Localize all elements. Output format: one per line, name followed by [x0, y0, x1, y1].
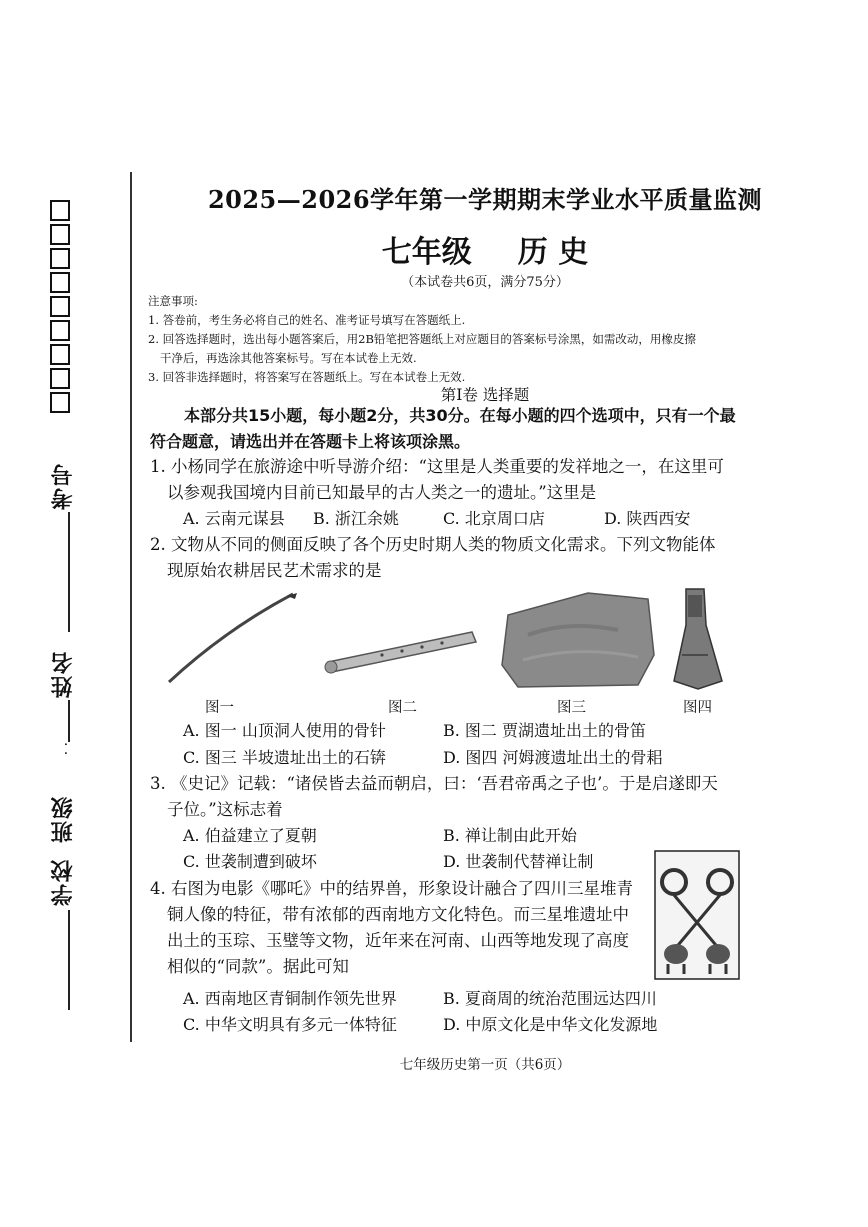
q3-option-c[interactable]: C. 世袭制遭到破坏 — [183, 852, 317, 871]
grade-label: 七年级 — [381, 235, 472, 270]
exam-number-box[interactable] — [50, 296, 70, 317]
question-text: 1. 小杨同学在旅游途中听导游介绍：“这里是人类重要的发祥地之一，在这里可 — [150, 457, 724, 476]
exam-number-box[interactable] — [50, 248, 70, 269]
school-line[interactable] — [68, 910, 70, 1010]
q4-option-c[interactable]: C. 中华文明具有多元一体特征 — [183, 1015, 397, 1034]
question-4 — [150, 876, 655, 980]
q4-option-a[interactable]: A. 西南地区青铜制作领先世界 — [183, 989, 397, 1008]
instruction-line: 本部分共15小题，每小题2分，共30分。在每小题的四个选项中，只有一个最 — [184, 406, 736, 425]
question-text: 4. 右图为电影《哪吒》中的结界兽，形象设计融合了四川三星堆青 — [150, 879, 633, 898]
page-footer: 七年级历史第一页（共6页） — [399, 1057, 571, 1073]
q1-option-a[interactable]: A. 云南元谋县 — [183, 509, 285, 528]
name-label: 姓名 — [51, 650, 76, 698]
question-text: 子位。”这标志着 — [167, 800, 283, 819]
question-text: 2. 文物从不同的侧面反映了各个历史时期人类的物质文化需求。下列文物能体 — [150, 535, 716, 554]
q2-option-a[interactable]: A. 图一 山顶洞人使用的骨针 — [183, 721, 386, 740]
question-3 — [150, 771, 750, 823]
figure-2-label: 图二 — [388, 700, 417, 716]
exam-number-box[interactable] — [50, 392, 70, 413]
question-2 — [150, 532, 750, 584]
notice-item: 2. 回答选择题时，选出每小题答案后，用2B铅笔把答题纸上对应题目的答案标号涂黑，如需改动，用橡皮擦 — [148, 332, 696, 346]
exam-number-box[interactable] — [50, 344, 70, 365]
exam-subtitle — [150, 227, 820, 271]
question-text: 铜人像的特征，带有浓郁的西南地方文化特色。而三星堆遗址中 — [167, 905, 629, 924]
exam-number-box[interactable] — [50, 200, 70, 221]
stone-adze-image — [498, 585, 658, 690]
bone-spade-image — [664, 585, 726, 693]
bone-needle-image — [165, 590, 305, 690]
question-text: 出土的玉琮、玉璧等文物，近年来在河南、山西等地发现了高度 — [167, 931, 629, 950]
exam-number-box[interactable] — [50, 272, 70, 293]
name-line[interactable] — [68, 700, 70, 742]
section-title: 第Ⅰ卷 选择题 — [440, 386, 530, 404]
q2-option-c[interactable]: C. 图三 半坡遗址出土的石锛 — [183, 748, 386, 767]
question-text: 相似的“同款”。据此可知 — [167, 957, 349, 976]
q4-option-b[interactable]: B. 夏商周的统治范围远达四川 — [443, 989, 657, 1008]
exam-number-box[interactable] — [50, 224, 70, 245]
exam-number-box[interactable] — [50, 368, 70, 389]
bone-flute-image — [322, 620, 482, 675]
question-text: 以参观我国境内目前已知最早的古人类之一的遗址。”这里是 — [167, 483, 597, 502]
q2-option-b[interactable]: B. 图二 贾湖遗址出土的骨笛 — [443, 721, 647, 740]
exam-number-boxes[interactable] — [50, 200, 74, 416]
separator-dots: · · — [57, 742, 73, 756]
notice-heading: 注意事项: — [148, 294, 198, 308]
figure-1-label: 图一 — [205, 700, 234, 716]
school-label: 学校 — [51, 858, 76, 906]
exam-title: 2025—2026学年第一学期期末学业水平质量监测 — [207, 185, 763, 214]
notice-item: 1. 答卷前，考生务必将自己的姓名、准考证号填写在答题纸上. — [148, 313, 466, 327]
question-text: 3. 《史记》记载：“诸侯皆去益而朝启，曰：‘吾君帝禹之子也’。于是启遂即天 — [150, 774, 718, 793]
q1-option-b[interactable]: B. 浙江余姚 — [313, 509, 399, 528]
exam-number-box[interactable] — [50, 320, 70, 341]
figure-4-label: 图四 — [683, 700, 712, 716]
class-label: 班级 — [51, 795, 76, 843]
question-1 — [150, 454, 750, 506]
instruction-line: 符合题意，请选出并在答题卡上将该项涂黑。 — [150, 432, 471, 451]
figure-3-label: 图三 — [557, 700, 586, 716]
q1-option-c[interactable]: C. 北京周口店 — [443, 509, 545, 528]
q3-option-a[interactable]: A. 伯益建立了夏朝 — [183, 826, 317, 845]
question-text: 现原始农耕居民艺术需求的是 — [167, 561, 382, 580]
q3-option-d[interactable]: D. 世袭制代替禅让制 — [443, 852, 594, 871]
notice-item: 干净后，再选涂其他答案标号。写在本试卷上无效. — [160, 351, 417, 365]
paper-info: （本试卷共6页，满分75分） — [401, 275, 569, 290]
q4-option-d[interactable]: D. 中原文化是中华文化发源地 — [443, 1015, 658, 1034]
q1-option-d[interactable]: D. 陕西西安 — [604, 509, 691, 528]
section-instructions — [150, 403, 750, 455]
boundary-beast-image — [654, 850, 740, 980]
exam-number-line[interactable] — [68, 512, 70, 632]
notice-item: 3. 回答非选择题时，将答案写在答题纸上。写在本试卷上无效. — [148, 370, 466, 384]
q3-option-b[interactable]: B. 禅让制由此开始 — [443, 826, 577, 845]
binding-line — [130, 172, 132, 1042]
exam-number-label: 考号 — [51, 462, 76, 510]
q2-option-d[interactable]: D. 图四 河姆渡遗址出土的骨耜 — [443, 748, 663, 767]
subject-label: 历 史 — [517, 235, 589, 270]
notice-block — [148, 292, 748, 387]
